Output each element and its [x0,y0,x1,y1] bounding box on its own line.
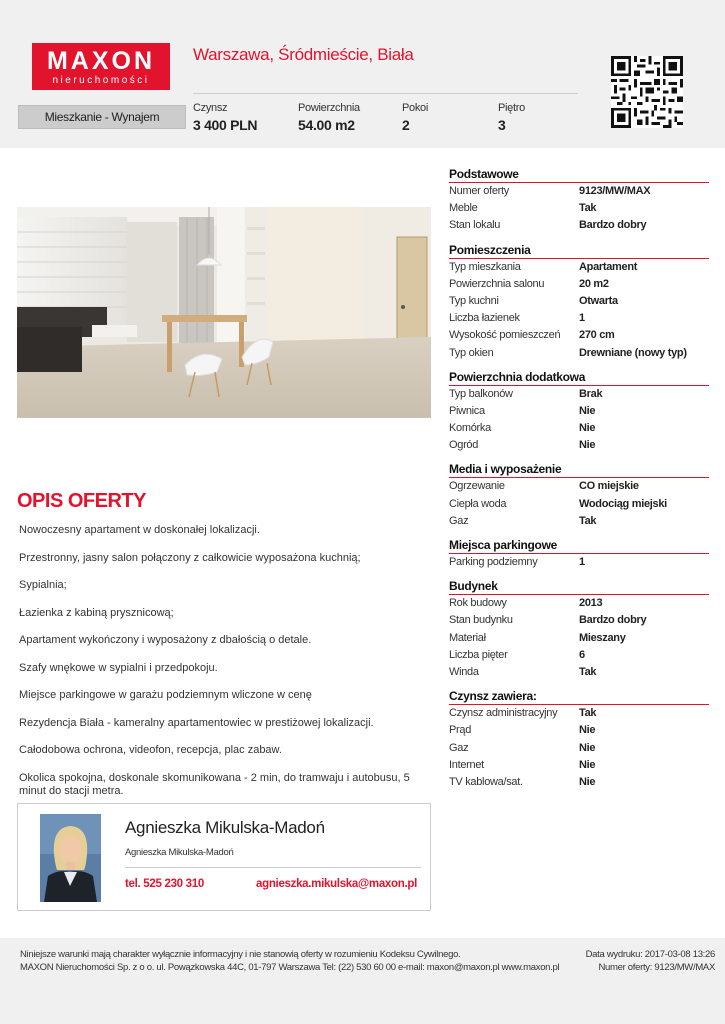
stat-value: 2 [402,117,410,133]
details-value: Mieszany [579,631,626,644]
details-key: Winda [449,665,479,678]
details-key: Liczba łazienek [449,312,520,325]
details-value: 1 [579,556,585,568]
details-value: Nie [579,404,596,417]
description-title: OPIS OFERTY [17,490,146,512]
details-key: Internet [449,758,484,771]
details-value: Nie [579,741,596,754]
details-row [449,478,709,495]
description-paragraph: Przestronny, jasny salon połączony z całkowicie wyposażona kuchnią; [19,551,361,564]
details-value: Nie [579,724,596,737]
description-paragraph: Okolica spokojna, doskonale skomunikowana - 2 min, do tramwaju i autobusu, 5 minut do stacji metra. [19,771,410,797]
agent-email-link[interactable]: agnieszka.mikulska@maxon.pl [256,878,417,890]
details-row [449,630,709,647]
details-section-title: Pomieszczenia [449,243,709,259]
stat-label: Piętro [498,102,525,114]
print-date: Data wydruku: 2017-03-08 13:26 [585,949,715,960]
details-value: Wodociąg miejski [579,497,667,510]
stat-area [298,101,360,135]
details-value: Apartament [579,260,638,273]
details-key: Stan budynku [449,614,513,627]
details-key: Powierzchnia salonu [449,277,545,290]
details-row [449,722,709,739]
details-key: Numer oferty [449,185,509,197]
details-value: Nie [579,758,596,771]
details-key: Meble [449,202,478,215]
details-section-title: Media i wyposażenie [449,462,709,478]
details-value: 1 [579,312,585,325]
details-value: Brak [579,387,603,400]
stat-label: Pokoi [402,102,429,114]
details-row [449,327,709,344]
details-key: Typ mieszkania [449,260,521,273]
details-value: Tak [579,514,597,527]
footer-meta [586,948,715,974]
details-key: Prąd [449,724,472,737]
details-row [449,345,709,362]
description-paragraph: Rezydencja Biała - kameralny apartamentowiec w prestiżowej lokalizacji. [19,716,374,729]
footer [0,938,725,1024]
details-value: Otwarta [579,294,618,307]
details-key: Stan lokalu [449,219,501,232]
details-value: Drewniane (nowy typ) [579,346,687,359]
details-row [449,612,709,629]
description-paragraph: Sypialnia; [19,579,67,591]
logo-brand: MAXON [46,47,156,75]
details-key: Materiał [449,631,486,644]
details-key: Czynsz administracyjny [449,707,558,720]
description-paragraph: Miejsce parkingowe w garażu podziemnym wliczone w cenę [19,689,312,701]
agent-avatar [40,814,101,902]
details-section [449,538,709,571]
company-info-line: MAXON Nieruchomości Sp. z o o. ul. Powązkowska 44C, 01-797 Warszawa Tel: (22) 530 60 00 e-mail: maxon@maxon.pl www.maxon.pl [20,962,560,973]
details-row [449,513,709,530]
logo-sub: nieruchomości [52,75,150,86]
agent-name: Agnieszka Mikulska-Madoń [125,818,325,837]
details-value: Tak [579,707,597,720]
offer-location: Warszawa, Śródmieście, Biała [193,45,414,64]
details-key: TV kablowa/sat. [449,775,523,788]
details-key: Parking podziemny [449,556,538,568]
stat-label: Powierzchnia [298,102,360,114]
details-row [449,437,709,454]
details-value: Tak [579,665,597,678]
agent-subtitle: Agnieszka Mikulska-Madoń [125,847,234,858]
stat-rent [193,101,257,135]
details-row [449,217,709,234]
header-divider [193,93,578,94]
details-row [449,705,709,722]
details-key: Ogrzewanie [449,480,505,493]
description-paragraph: Szafy wnękowe w sypialni i przedpokoju. [19,661,218,674]
details-value: 6 [579,648,585,661]
disclaimer-line: Niniejsze warunki mają charakter wyłącznie informacyjny i nie stanowią oferty w rozumieniu Kodeksu Cywilnego. [20,949,461,960]
details-section [449,370,709,455]
stat-floor [498,101,525,135]
details-row [449,740,709,757]
details-value: Tak [579,202,597,215]
details-value: 9123/MW/MAX [579,185,651,197]
details-section [449,167,709,235]
agent-card [17,803,431,911]
details-section [449,243,709,362]
stat-value: 54.00 m2 [298,117,355,133]
details-row [449,183,709,200]
header [0,0,725,148]
details-row [449,310,709,327]
agent-divider [125,867,421,868]
stat-value: 3 400 PLN [193,117,258,133]
details-value: Nie [579,422,596,435]
details-key: Gaz [449,741,469,754]
qr-code-icon[interactable] [611,56,683,128]
details-row [449,200,709,217]
details-row [449,647,709,664]
details-section [449,689,709,791]
description-paragraph: Nowoczesny apartament w doskonałej lokalizacji. [19,524,260,536]
details-section-title: Budynek [449,579,709,595]
details-value: Nie [579,439,596,452]
details-value: 270 cm [579,329,615,342]
details-panel [449,167,709,799]
details-key: Wysokość pomieszczeń [449,329,561,342]
details-value: 20 m2 [579,277,609,290]
details-row [449,276,709,293]
details-value: Bardzo dobry [579,219,647,232]
details-value: CO miejskie [579,480,639,493]
details-section-title: Miejsca parkingowe [449,538,709,554]
details-row [449,259,709,276]
details-key: Ciepła woda [449,497,507,510]
details-row [449,386,709,403]
details-key: Gaz [449,514,469,527]
details-row [449,664,709,681]
details-key: Rok budowy [449,597,507,610]
details-key: Ogród [449,439,479,452]
details-section-title: Podstawowe [449,167,709,183]
description-paragraph: Łazienka z kabiną prysznicową; [19,606,174,619]
details-key: Typ okien [449,346,494,359]
details-row [449,496,709,513]
details-row [449,554,709,571]
property-photo[interactable] [17,207,431,418]
details-row [449,595,709,612]
details-section [449,579,709,681]
details-section-title: Czynsz zawiera: [449,689,709,705]
details-value: 2013 [579,597,603,610]
agent-phone-link[interactable]: tel. 525 230 310 [125,878,204,890]
details-key: Typ kuchni [449,294,499,307]
footer-disclaimer [20,948,559,974]
details-key: Piwnica [449,404,485,417]
details-section [449,462,709,530]
stat-value: 3 [498,117,506,133]
details-row [449,757,709,774]
details-row [449,420,709,437]
maxon-logo[interactable] [32,43,170,90]
details-key: Typ balkonów [449,387,513,400]
details-row [449,403,709,420]
details-row [449,774,709,791]
stat-rooms [402,101,428,135]
details-key: Liczba pięter [449,648,508,661]
details-value: Nie [579,775,596,788]
stat-label: Czynsz [193,102,228,114]
details-key: Komórka [449,422,491,435]
details-row [449,293,709,310]
offer-type-badge: Mieszkanie - Wynajem [18,105,186,129]
description-body [19,524,419,812]
description-paragraph: Apartament wykończony i wyposażony z dbałością o detale. [19,634,312,646]
details-section-title: Powierzchnia dodatkowa [449,370,709,386]
description-paragraph: Całodobowa ochrona, videofon, recepcja, plac zabaw. [19,744,282,756]
footer-offer-number: Numer oferty: 9123/MW/MAX [598,962,715,973]
details-value: Bardzo dobry [579,614,647,627]
